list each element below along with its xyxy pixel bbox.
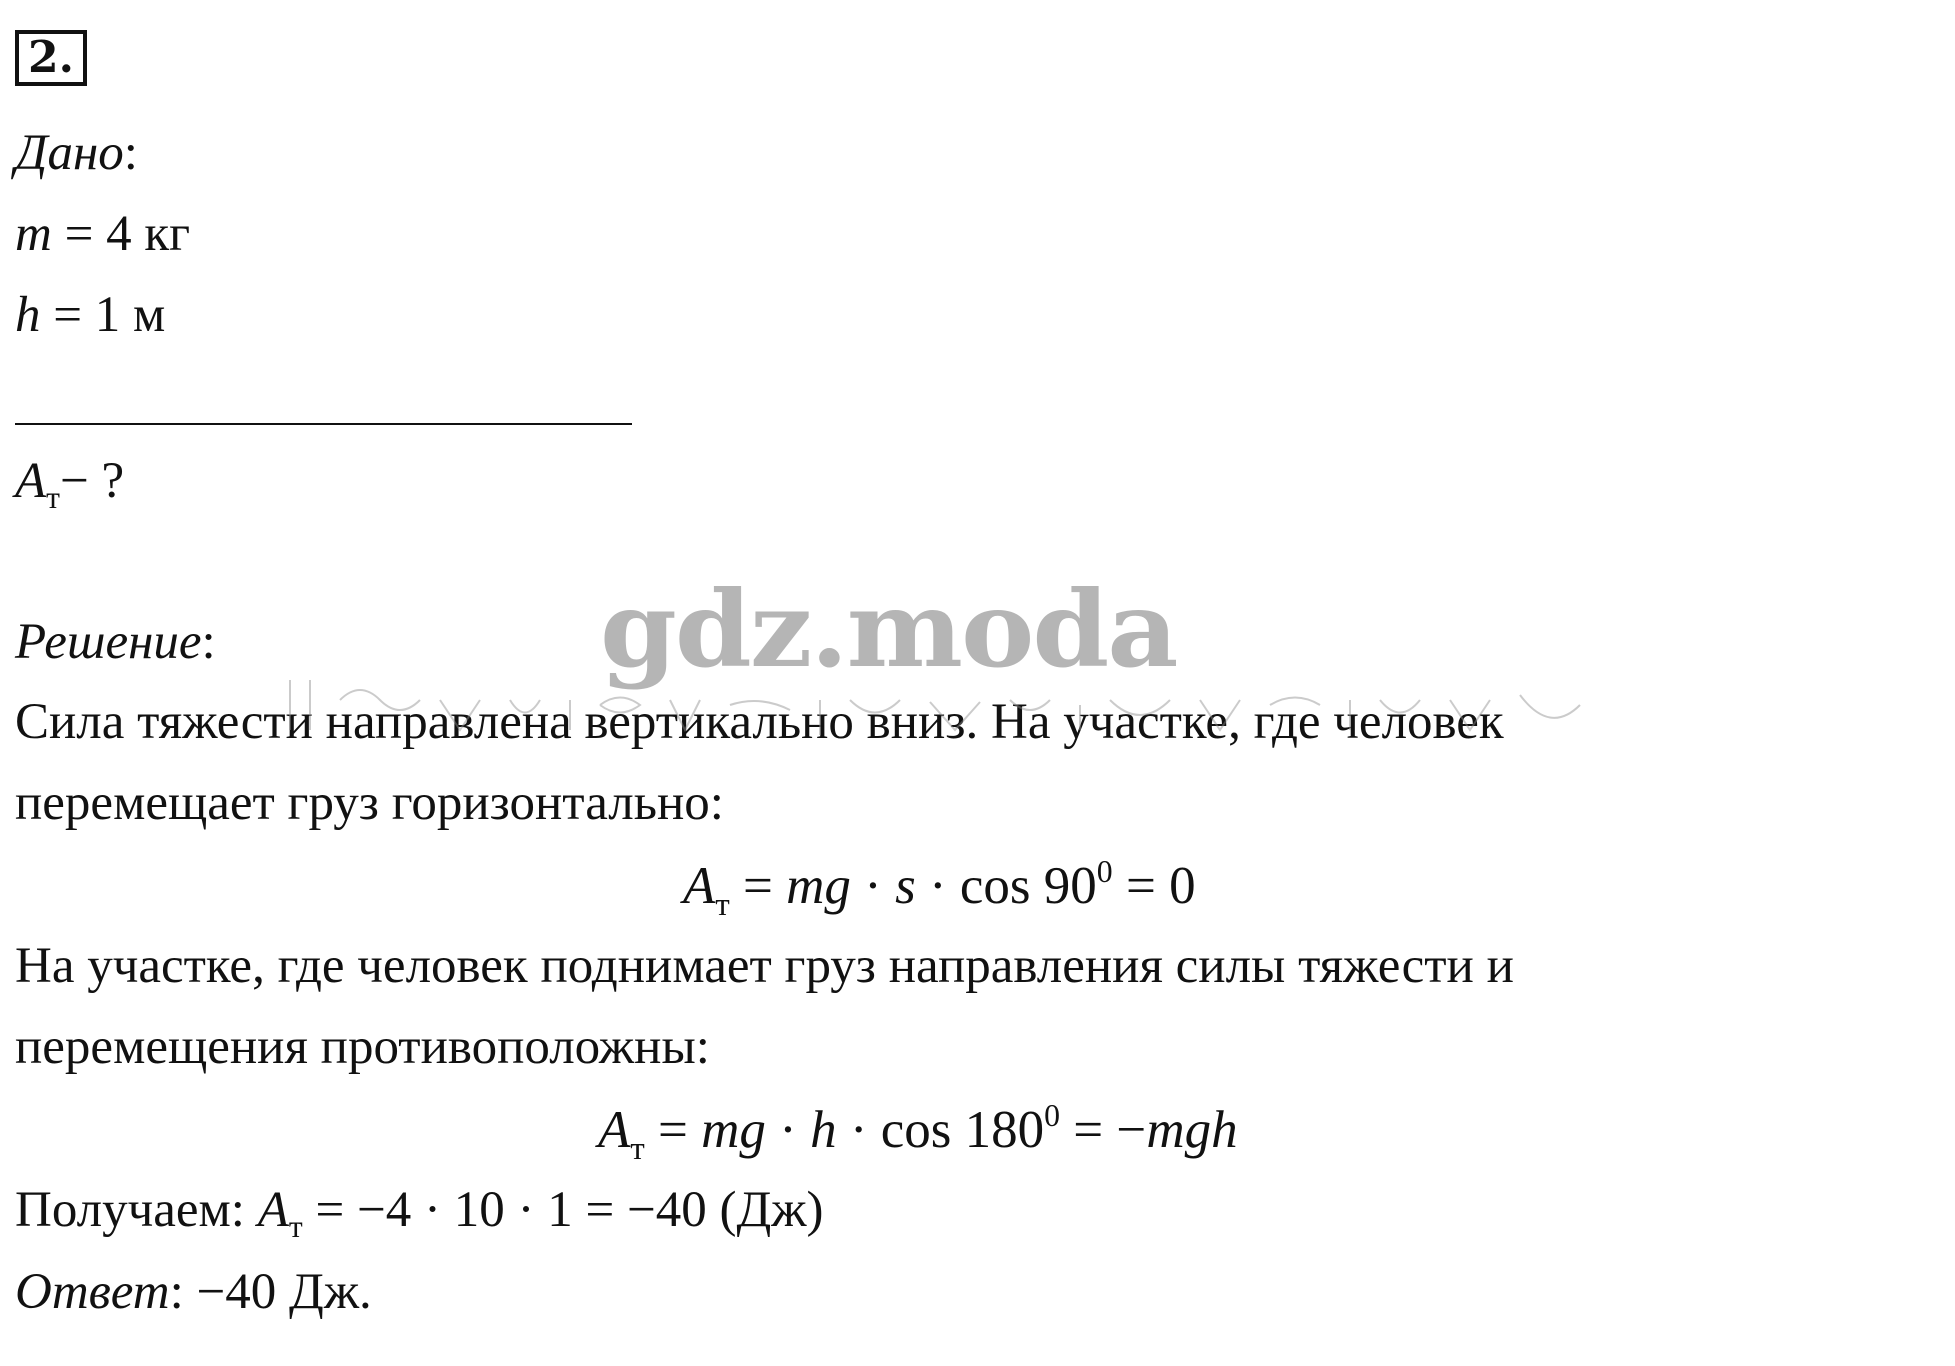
equation-horizontal-work [683,854,1196,923]
solution-paragraph1-line2: перемещает груз горизонтально: [15,775,724,831]
problem-number: 2. [15,30,87,86]
unknown-question: − ? [59,453,125,509]
eq2-degree: 0 [1044,1098,1061,1134]
eq2-mg: mg [701,1101,766,1159]
given-height [15,287,166,343]
eq2-dot2: · [836,1101,881,1159]
solution-colon: : [201,614,216,670]
eq1-lhs-variable: A [683,857,716,915]
eq2-equals: = [644,1101,702,1159]
unknown-subscript: т [46,480,60,516]
answer-colon: : [169,1264,184,1320]
eq1-cos: cos 90 [959,857,1097,915]
result-prefix: Получаем: [15,1182,258,1238]
solution-heading: Решение [15,614,202,670]
answer-heading: Ответ [15,1264,170,1320]
watermark-logo: gdz.moda [600,568,1177,691]
eq1-dot1: · [850,857,896,915]
given-colon: : [123,125,138,181]
eq2-lhs-variable: A [598,1101,631,1159]
given-heading-line [15,125,138,181]
eq1-equals: = [729,857,787,915]
solution-paragraph2-line2: перемещения противоположны: [15,1019,710,1075]
eq2-lhs-subscript: т [630,1130,645,1167]
eq1-degree: 0 [1096,854,1113,890]
eq1-lhs-subscript: т [715,886,730,923]
eq1-s: s [895,857,916,915]
result-value: = −4 · 10 · 1 = −40 (Дж) [302,1182,824,1238]
eq2-h: h [810,1101,837,1159]
height-variable: h [15,287,41,343]
result-subscript: т [288,1209,303,1245]
mass-variable: m [15,206,52,262]
answer-line [15,1264,372,1320]
solution-result [15,1182,824,1245]
solution-paragraph1-line1: Сила тяжести направлена вертикально вниз. На участке, где человек [15,694,1504,750]
unknown-variable: A [15,453,47,509]
answer-value: −40 Дж. [183,1264,372,1320]
eq2-cos: cos 180 [880,1101,1045,1159]
mass-value: = 4 кг [51,206,191,262]
solution-heading-line [15,614,216,670]
given-mass [15,206,191,262]
eq1-dot2: · [915,857,960,915]
eq1-rhs: = 0 [1112,857,1196,915]
equation-vertical-work [598,1098,1238,1167]
result-variable: A [257,1182,289,1238]
unknown-quantity [15,453,125,516]
eq1-mg: mg [786,857,851,915]
eq2-dot1: · [765,1101,811,1159]
solution-paragraph2-line1: На участке, где человек поднимает груз направления силы тяжести и [15,938,1514,994]
eq2-equals-minus: = − [1060,1101,1147,1159]
eq2-rhs: mgh [1146,1101,1238,1159]
given-heading: Дано [15,125,124,181]
given-divider [15,423,632,425]
height-value: = 1 м [40,287,166,343]
